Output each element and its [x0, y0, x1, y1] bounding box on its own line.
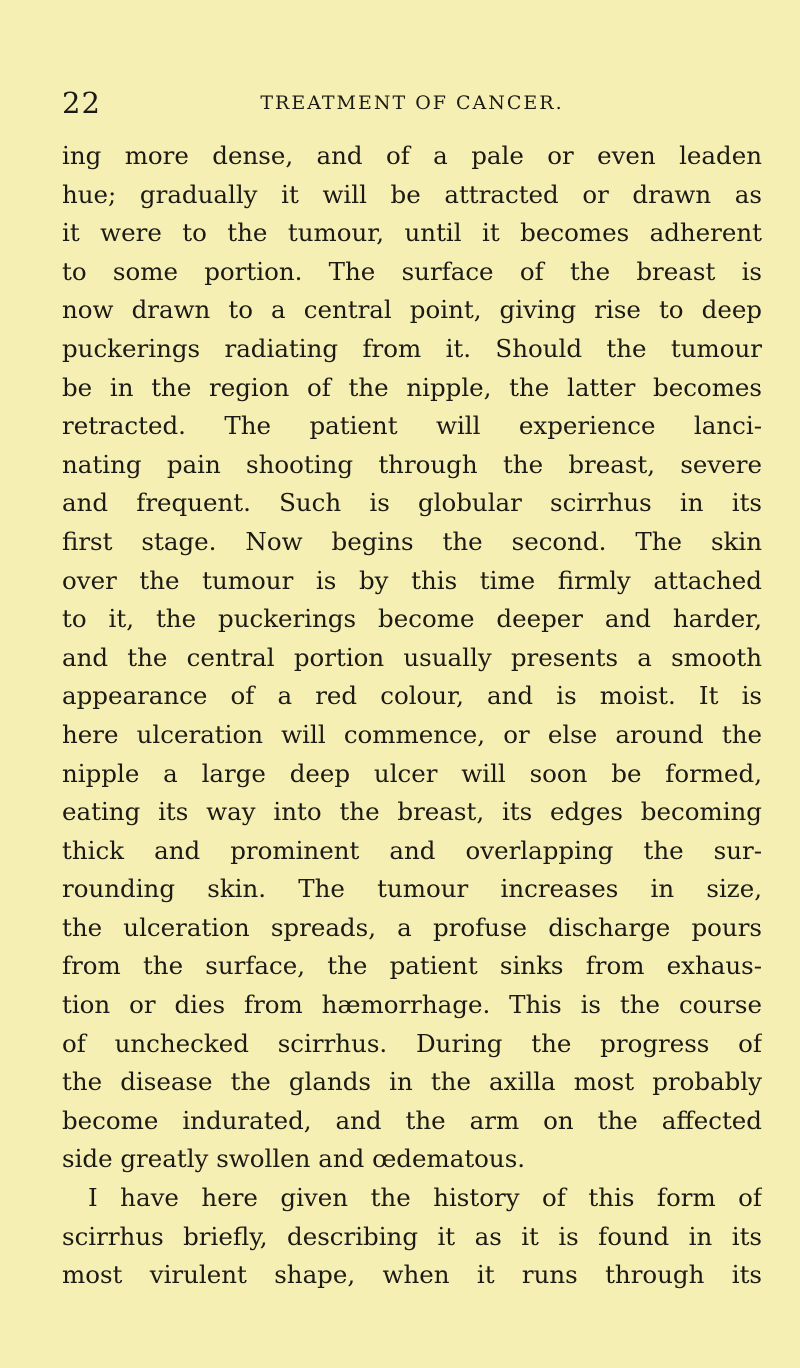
text-line: retracted. The patient will experience lanci-	[62, 411, 762, 441]
text-line: I have here given the history of this form of	[88, 1183, 762, 1213]
text-line: become indurated, and the arm on the affected	[62, 1105, 762, 1135]
text-line: tion or dies from hæmorrhage. This is the course	[62, 990, 762, 1020]
text-line: nipple a large deep ulcer will soon be formed,	[62, 758, 762, 788]
text-line: to it, the puckerings become deeper and harder,	[62, 604, 762, 634]
text-line: be in the region of the nipple, the latter becomes	[62, 372, 762, 402]
text-line: first stage. Now begins the second. The skin	[62, 526, 762, 556]
running-head	[62, 86, 762, 120]
text-line: from the surface, the patient sinks from exhaus-	[62, 951, 762, 981]
running-title: TREATMENT OF CANCER.	[260, 92, 564, 114]
text-line: the disease the glands in the axilla most probably	[62, 1067, 762, 1097]
page-number: 22	[62, 86, 101, 120]
text-line: now drawn to a central point, giving rise to deep	[62, 295, 762, 325]
text-line: ing more dense, and of a pale or even leaden	[62, 141, 762, 170]
text-line: and the central portion usually presents a smooth	[62, 642, 762, 672]
text-line: here ulceration will commence, or else around the	[62, 719, 762, 749]
text-line: hue; gradually it will be attracted or drawn as	[62, 179, 762, 209]
text-line: to some portion. The surface of the breast is	[62, 256, 762, 286]
text-line: it were to the tumour, until it becomes adherent	[62, 218, 762, 248]
text-line: over the tumour is by this time firmly attached	[62, 565, 762, 595]
text-line: eating its way into the breast, its edges becoming	[62, 797, 762, 827]
text-line: rounding skin. The tumour increases in size,	[62, 874, 762, 904]
text-line: thick and prominent and overlapping the sur-	[62, 835, 762, 865]
text-line: the ulceration spreads, a profuse discharge pours	[62, 912, 762, 942]
text-line: nating pain shooting through the breast, severe	[62, 449, 762, 479]
text-line: most virulent shape, when it runs through its	[62, 1260, 762, 1290]
text-line: side greatly swollen and œdematous.	[62, 1144, 526, 1174]
text-line: puckerings radiating from it. Should the tumour	[62, 333, 762, 363]
text-line: scirrhus briefly, describing it as it is found in its	[62, 1221, 762, 1251]
text-line: appearance of a red colour, and is moist. It is	[62, 681, 762, 711]
body-text	[62, 137, 762, 1295]
text-line: and frequent. Such is globular scirrhus in its	[62, 488, 762, 518]
text-line: of unchecked scirrhus. During the progress of	[62, 1028, 762, 1058]
